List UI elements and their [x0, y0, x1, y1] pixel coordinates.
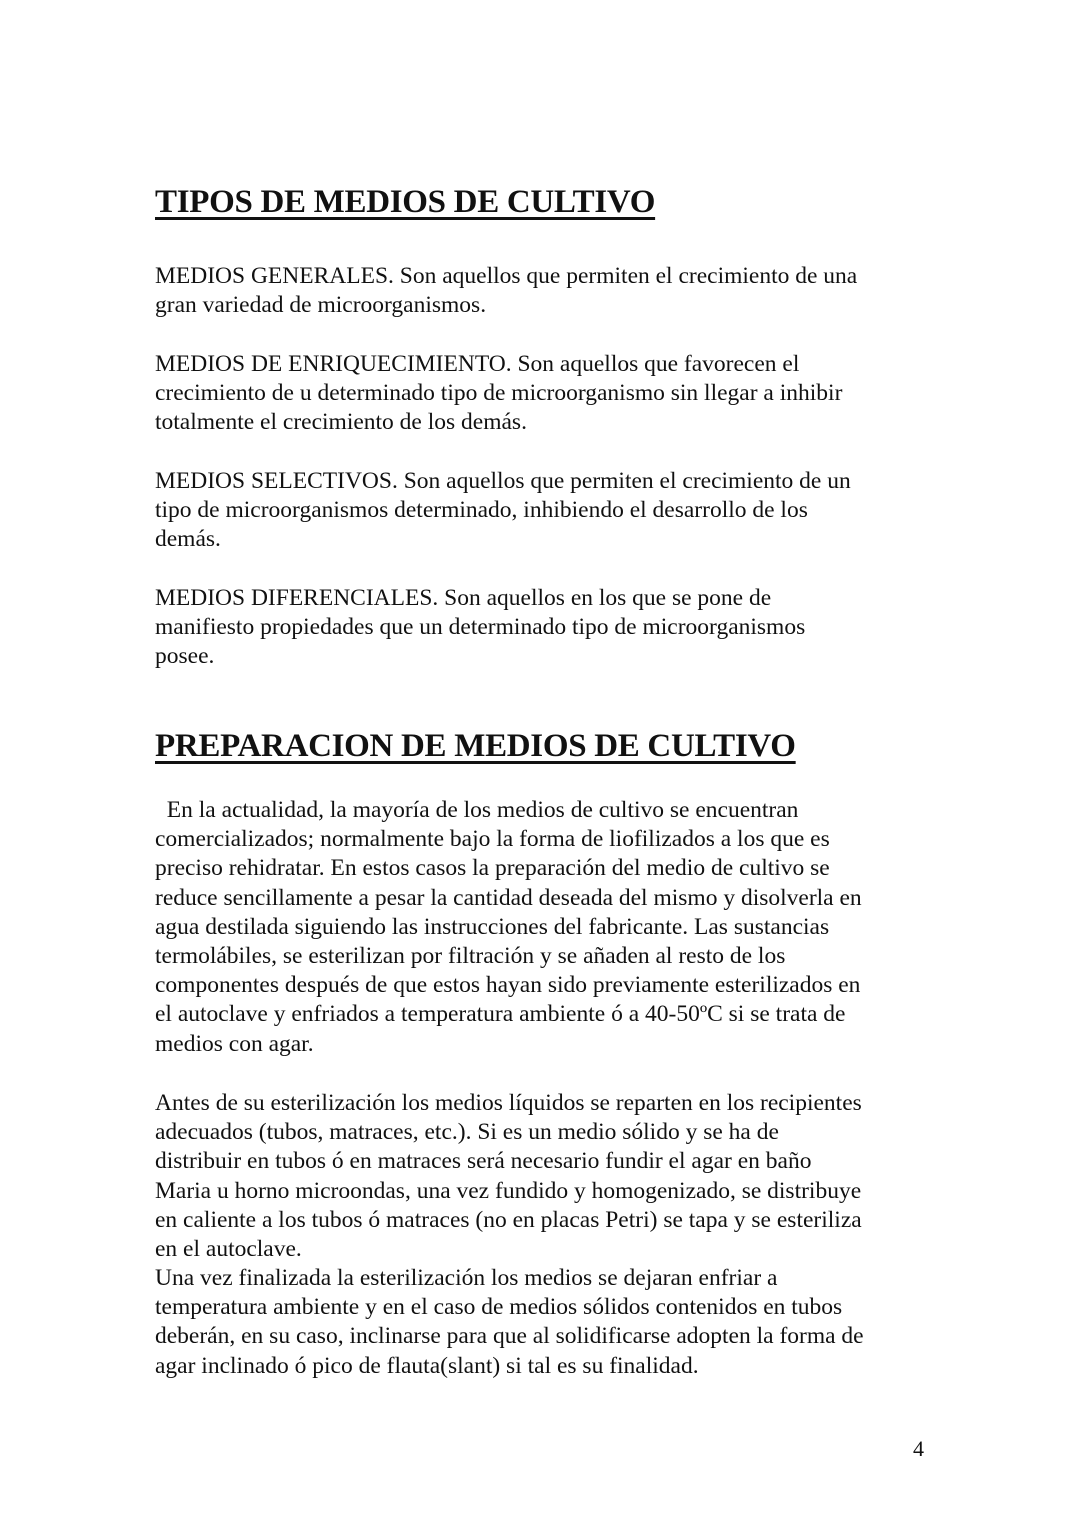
text-line: en el autoclave.	[155, 1236, 302, 1263]
text-line: totalmente el crecimiento de los demás.	[155, 409, 527, 436]
paragraph-medios-selectivos	[155, 467, 935, 555]
text-line: En la actualidad, la mayoría de los medios de cultivo se encuentran	[155, 797, 799, 823]
text-line: crecimiento de u determinado tipo de microorganismo sin llegar a inhibir	[155, 380, 843, 407]
paragraph-medios-diferenciales	[155, 584, 935, 672]
paragraph-esterilizacion	[155, 1089, 935, 1264]
page-number: 4	[913, 1436, 924, 1461]
text-line: Maria u horno microondas, una vez fundido y homogenizado, se distribuye	[155, 1177, 862, 1204]
section-heading-tipos: TIPOS DE MEDIOS DE CULTIVO	[155, 184, 656, 220]
text-line: componentes después de que estos hayan sido previamente esterilizados en	[155, 972, 861, 999]
text-line: MEDIOS DE ENRIQUECIMIENTO. Son aquellos que favorecen el	[155, 351, 800, 377]
text-line: gran variedad de microorganismos.	[155, 292, 487, 319]
text-line: MEDIOS GENERALES. Son aquellos que permiten el crecimiento de una	[155, 263, 858, 289]
text-line: demás.	[155, 526, 221, 553]
text-line: posee.	[155, 643, 215, 670]
text-line: el autoclave y enfriados a temperatura ambiente ó a 40-50ºC si se trata de	[155, 1001, 846, 1028]
text-line: Una vez finalizada la esterilización los medios se dejaran enfriar a	[155, 1265, 778, 1291]
text-line: deberán, en su caso, inclinarse para que al solidificarse adopten la forma de	[155, 1323, 864, 1350]
text-line: tipo de microorganismos determinado, inhibiendo el desarrollo de los	[155, 497, 808, 524]
text-line: adecuados (tubos, matraces, etc.). Si es un medio sólido y se ha de	[155, 1119, 779, 1146]
text-line: termolábiles, se esterilizan por filtración y se añaden al resto de los	[155, 943, 786, 970]
text-line: agar inclinado ó pico de flauta(slant) si tal es su finalidad.	[155, 1352, 699, 1379]
text-line: preciso rehidratar. En estos casos la preparación del medio de cultivo se	[155, 855, 830, 882]
text-line: agua destilada siguiendo las instrucciones del fabricante. Las sustancias	[155, 913, 830, 940]
text-line: reduce sencillamente a pesar la cantidad deseada del mismo y disolverla en	[155, 884, 862, 911]
text-line: manifiesto propiedades que un determinado tipo de microorganismos	[155, 614, 806, 641]
paragraph-actualidad	[155, 796, 935, 1059]
text-line: comercializados; normalmente bajo la forma de liofilizados a los que es	[155, 826, 830, 853]
paragraph-medios-generales	[155, 262, 935, 320]
paragraph-medios-enriquecimiento	[155, 350, 935, 438]
text-line: Antes de su esterilización los medios líquidos se reparten en los recipientes	[155, 1090, 862, 1116]
section-heading-preparacion: PREPARACION DE MEDIOS DE CULTIVO	[155, 728, 796, 764]
text-line: medios con agar.	[155, 1030, 314, 1057]
paragraph-enfriado	[155, 1264, 935, 1381]
text-line: temperatura ambiente y en el caso de medios sólidos contenidos en tubos	[155, 1294, 843, 1321]
text-line: en caliente a los tubos ó matraces (no en placas Petri) se tapa y se esteriliza	[155, 1206, 862, 1233]
text-line: MEDIOS DIFERENCIALES. Son aquellos en los que se pone de	[155, 585, 772, 611]
text-line: distribuir en tubos ó en matraces será necesario fundir el agar en baño	[155, 1148, 812, 1175]
text-line: MEDIOS SELECTIVOS. Son aquellos que permiten el crecimiento de un	[155, 468, 851, 494]
